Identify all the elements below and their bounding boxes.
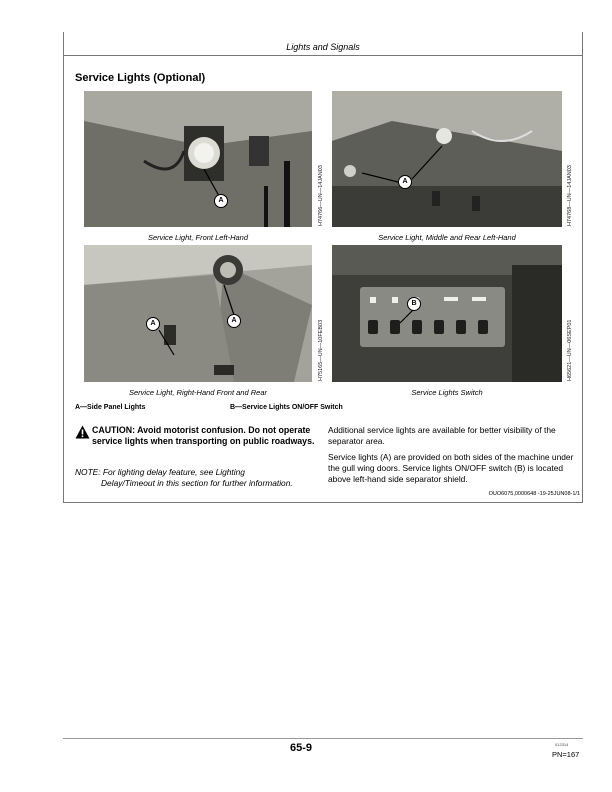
photo-switch-panel-illustration [332,245,562,382]
legend-b: B—Service Lights ON/OFF Switch [230,404,343,411]
page-frame-left [63,32,64,502]
page-frame-bottom [63,502,583,503]
section-title: Service Lights (Optional) [75,72,206,84]
warning-triangle-icon [75,425,90,439]
photo-right-hand-service-lights [84,245,312,382]
photo-right-hand-illustration [84,245,312,382]
figure-caption: Service Light, Right-Hand Front and Rear [129,388,267,397]
figure-caption: Service Light, Front Left-Hand [147,233,249,242]
photo-middle-rear-illustration [332,91,562,227]
note-line-2: Delay/Timeout in this section for further information. [101,478,293,488]
photo-middle-rear-left-service-light [332,91,562,227]
legend-a: A—Side Panel Lights [75,404,146,411]
figure-code: H74766—UN—14JAN03 [318,165,324,226]
header-rule [63,55,583,56]
running-header: Lights and Signals [286,42,360,52]
figure-code: H75165—UN—10FEB03 [318,319,324,381]
footer-pn: PN=167 [552,750,580,759]
callout-a: A [227,314,241,328]
document-reference: OUO6075,0000648 -19-25JUN08-1/1 [488,491,580,497]
note [75,467,325,489]
figure-code: H74768—UN—14JAN03 [567,165,573,226]
callout-a: A [214,194,228,208]
page-frame-right [582,32,583,502]
footer-small-code: 012314 [555,742,569,747]
callout-b: B [407,297,421,311]
paragraph-additional-lights: Additional service lights are available for better visibility of the separator area. [328,425,556,446]
photo-service-lights-switch [332,245,562,382]
note-line-1: NOTE: For lighting delay feature, see Lighting [75,467,245,477]
paragraph-service-lights-location: Service lights (A) are provided on both sides of the machine under the gull wing doors. Service lights ON/OFF switch (B) is located above left-hand side separator shield. [328,452,574,484]
figure-caption: Service Lights Switch [411,388,483,397]
callout-a: A [398,175,412,189]
callout-a: A [146,317,160,331]
caution-text: CAUTION: Avoid motorist confusion. Do not operate service lights when transporting on public roadways. [92,425,315,446]
footer-rule [63,738,583,739]
photo-front-left-illustration [84,91,312,227]
figure-caption: Service Light, Middle and Rear Left-Hand [378,233,516,242]
page-number: 65-9 [290,742,313,754]
photo-front-left-service-light [84,91,312,227]
figure-code: H65621—UN—06SEP01 [567,319,573,381]
